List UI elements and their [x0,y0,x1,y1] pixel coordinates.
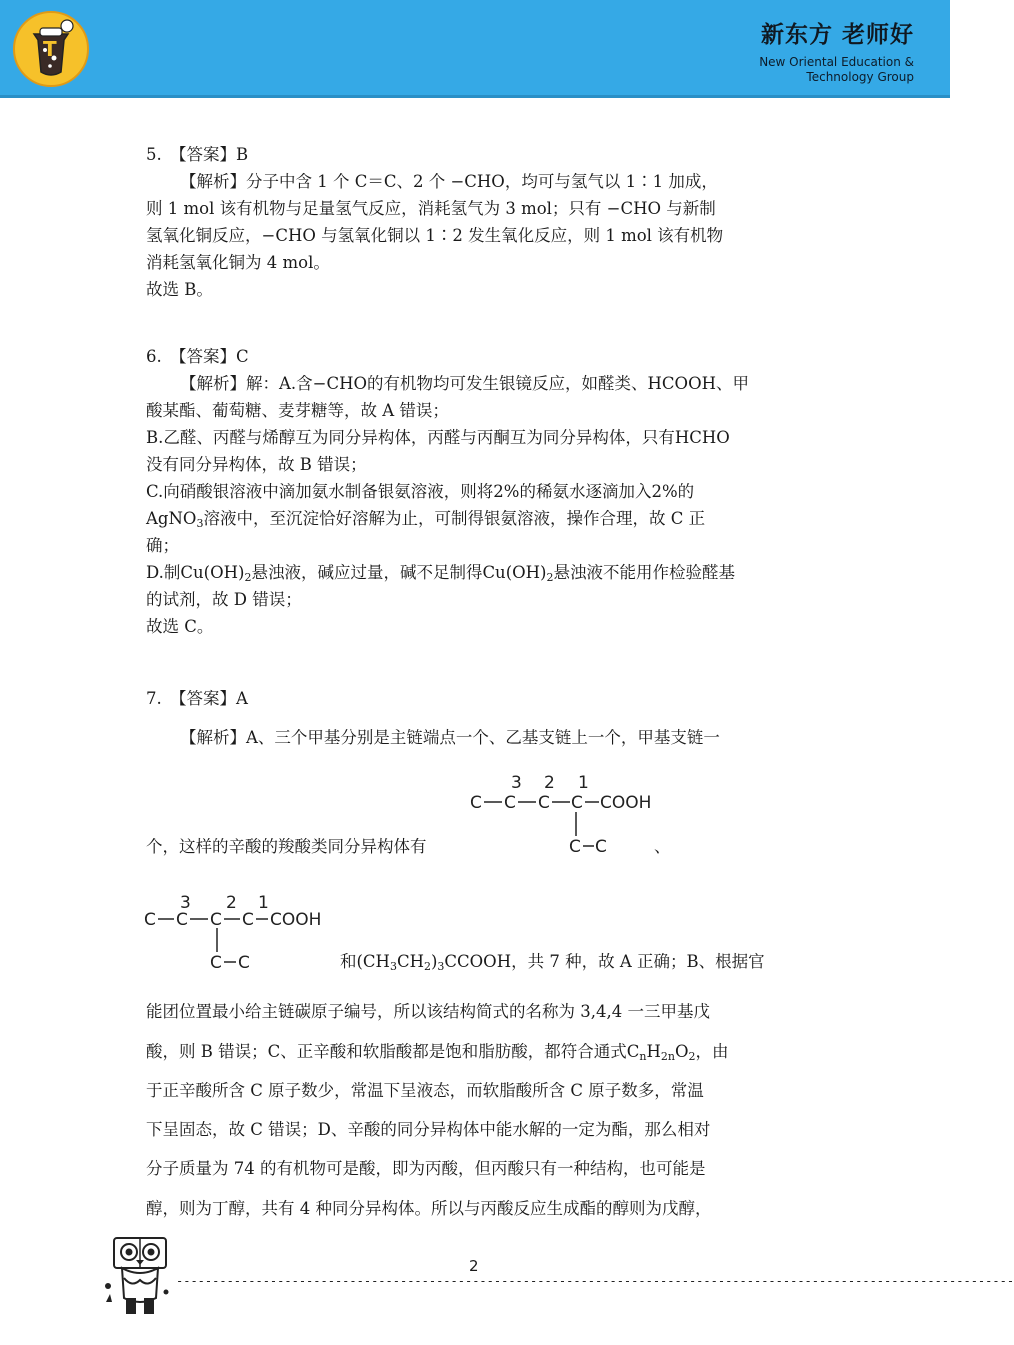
svg-text:C: C [210,910,222,930]
svg-text:C: C [538,793,550,813]
svg-text:C: C [144,910,156,930]
q6-analysis-line: D.制$Cu(OH)_2$悬浊液，碱应过量，碱不足制得$Cu(OH)_2$悬浊液不能用作检验醛基 [146,563,735,584]
q5-conclusion: 故选 B。 [146,280,213,299]
q7-separator: 、 [654,837,671,856]
q7-analysis-line: 【解析】A、三个甲基分别是主链端点一个、乙基支链上一个，甲基支链一 [180,728,720,747]
svg-text:C: C [571,793,583,813]
svg-text:3: 3 [511,773,522,793]
svg-text:1: 1 [258,893,269,913]
brand-block [759,16,914,85]
svg-text:T: T [43,37,57,61]
q7-analysis-line: 能团位置最小给主链碳原子编号，所以该结构简式的名称为 3,4,4 一三甲基戊 [146,1002,710,1021]
q6-analysis-line: 酸某酯、葡萄糖、麦芽糖等，故 A 错误； [146,401,449,420]
q6-conclusion: 故选 C。 [146,617,214,636]
q6-analysis-line: AgNO$_3$溶液中，至沉淀恰好溶解为止，可制得银氨溶液，操作合理，故 C 正 [146,509,706,530]
q6-analysis-line: 没有同分异构体，故 B 错误； [146,455,367,474]
q7-analysis-line: 分子质量为 74 的有机物可是酸，即为丙酸，但丙酸只有一种结构，也可能是 [146,1159,706,1178]
q7-analysis-line: 醇，则为丁醇，共有 4 种同分异构体。所以与丙酸反应生成酯的醇则为戊醇， [146,1199,712,1218]
q7-analysis-line: 和$(CH_3CH_2)_3CCOOH$，共 7 种，故 A 正确；B、根据官 [340,952,765,973]
q5-analysis-line: 【解析】分子中含 1 个 C＝C、2 个 −CHO，均可与氢气以 1∶1 加成， [180,172,718,191]
page-number: 2 [469,1257,479,1275]
svg-text:3: 3 [180,893,191,913]
q5-analysis-line: 则 1 mol 该有机物与足量氢气反应，消耗氢气为 3 mol；只有 −CHO 与新制 [146,199,716,218]
q5-analysis-line: 氢氧化铜反应，−CHO 与氢氧化铜以 1∶2 发生氧化反应，则 1 mol 该有机物 [146,226,724,245]
structural-formula-1 [466,768,666,860]
svg-text:C: C [504,793,516,813]
q6-analysis-line: B.乙醛、丙醛与烯醇互为同分异构体，丙醛与丙酮互为同分异构体，只有HCHO [146,428,730,447]
q7-analysis-line: 个，这样的辛酸的羧酸类同分异构体有 [146,837,427,856]
page-header [0,0,950,98]
brand-name-en-2: Technology Group [806,70,914,84]
svg-text:COOH: COOH [270,910,322,930]
q6-analysis-line: 确； [146,536,179,555]
svg-text:C: C [242,910,254,930]
svg-text:1: 1 [578,773,589,793]
q7-answer: 7. 【答案】A [146,689,248,708]
q7-analysis-line: 下呈固态，故 C 错误；D、辛酸的同分异构体中能水解的一定为酯，那么相对 [146,1120,711,1139]
q5-analysis-line: 消耗氢氧化铜为 4 mol。 [146,253,330,272]
svg-text:C: C [595,837,607,857]
q6-analysis-line: C.向硝酸银溶液中滴加氨水制备银氨溶液，则将2%的稀氨水逐滴加入2%的 [146,482,695,501]
q6-analysis-line: 的试剂，故 D 错误； [146,590,302,609]
brand-name-en-1: New Oriental Education & [759,55,914,69]
svg-text:C: C [470,793,482,813]
structural-formula-2 [140,888,340,976]
brand-name-cn: 新东方 老师好 [760,22,914,48]
footer-divider: -------------------------------------------------------------------------------------------------------------------- [176,1274,1014,1288]
q5-answer: 5. 【答案】B [146,145,249,164]
svg-text:2: 2 [544,773,555,793]
svg-text:COOH: COOH [600,793,652,813]
svg-text:2: 2 [226,893,237,913]
q7-analysis-line: 酸，则 B 错误；C、正辛酸和软脂酸都是饱和脂肪酸，都符合通式$C_nH_{2n}O_2$，由 [146,1042,729,1063]
svg-text:C: C [176,910,188,930]
svg-text:C: C [238,953,250,973]
beaker-logo-icon [12,10,90,88]
svg-text:C: C [569,837,581,857]
owl-mascot-icon [100,1232,176,1322]
q6-answer: 6. 【答案】C [146,347,249,366]
svg-text:C: C [210,953,222,973]
q7-analysis-line: 于正辛酸所含 C 原子数少，常温下呈液态，而软脂酸所含 C 原子数多，常温 [146,1081,704,1100]
q6-analysis-line: 【解析】解：A.含−CHO的有机物均可发生银镜反应，如醛类、HCOOH、甲 [180,374,749,393]
